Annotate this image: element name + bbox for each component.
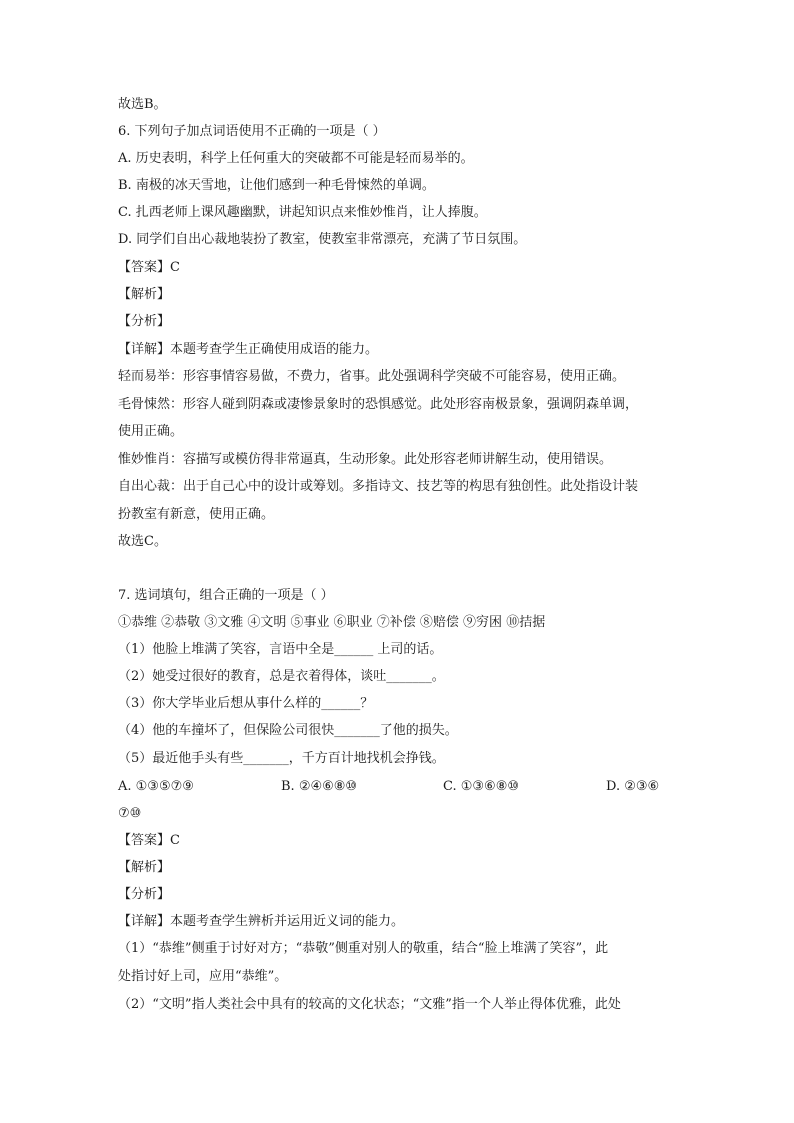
q6-note: 惟妙惟肖：容描写或模仿得非常逼真，生动形象。此处形容老师讲解生动，使用错误。 xyxy=(118,452,613,467)
q7-option-c: C. ①③⑥⑧⑩ xyxy=(443,779,520,794)
q7-sentence: （1）他脸上堆满了笑容，言语中全是______ 上司的话。 xyxy=(118,642,443,657)
q6-analysis-label: 【解析】 xyxy=(118,287,171,302)
q7-option-b: B. ②④⑥⑧⑩ xyxy=(281,779,358,794)
q6-detail: 【详解】本题考查学生正确使用成语的能力。 xyxy=(118,342,379,357)
q7-sentence: （5）最近他手头有些_______，千方百计地找机会挣钱。 xyxy=(118,751,445,766)
q6-option-c: C. 扎西老师上课风趣幽默，讲起知识点来惟妙惟肖，让人捧腹。 xyxy=(118,205,487,220)
q7-fenxi-label: 【分析】 xyxy=(118,887,171,902)
q7-stem: 7. 选词填句，组合正确的一项是（ ） xyxy=(118,588,334,603)
q7-word-list: ①恭维 ②恭敬 ③文雅 ④文明 ⑤事业 ⑥职业 ⑦补偿 ⑧赔偿 ⑨穷困 ⑩拮据 xyxy=(118,615,546,630)
q7-option-a: A. ①③⑤⑦⑨ xyxy=(118,779,194,794)
q7-note: （1）“恭维”侧重于讨好对方；“恭敬”侧重对别人的敬重，结合“脸上堆满了笑容”，此 xyxy=(118,941,609,956)
q6-note: 毛骨悚然：形容人碰到阴森或凄惨景象时的恐惧感觉。此处形容南极景象，强调阴森单调， xyxy=(118,397,639,412)
q7-option-d: D. ②③⑥ xyxy=(606,779,660,794)
q6-conclusion: 故选C。 xyxy=(118,534,167,549)
q7-note: 处指讨好上司，应用“恭维”。 xyxy=(118,969,288,984)
q6-answer: 【答案】C xyxy=(118,260,180,275)
q7-sentence: （4）他的车撞坏了，但保险公司很快_______了他的损失。 xyxy=(118,723,458,738)
q6-fenxi-label: 【分析】 xyxy=(118,314,171,329)
q7-analysis-label: 【解析】 xyxy=(118,860,171,875)
q6-note: 使用正确。 xyxy=(118,424,184,439)
q7-detail: 【详解】本题考查学生辨析并运用近义词的能力。 xyxy=(118,914,405,929)
q7-note: （2）“文明”指人类社会中具有的较高的文化状态；“文雅”指一个人举止得体优雅，此处 xyxy=(118,997,621,1012)
q6-note: 自出心裁：出于自己心中的设计或筹划。多指诗文、技艺等的构思有独创性。此处指设计装 xyxy=(118,479,639,494)
q6-note: 扮教室有新意，使用正确。 xyxy=(118,507,275,522)
q5-conclusion: 故选B。 xyxy=(118,97,167,112)
q7-option-d-wrap: ⑦⑩ xyxy=(118,806,142,821)
q6-stem: 6. 下列句子加点词语使用不正确的一项是（ ） xyxy=(118,124,386,139)
q7-answer: 【答案】C xyxy=(118,833,180,848)
q7-sentence: （2）她受过很好的教育，总是衣着得体，谈吐_______。 xyxy=(118,669,445,684)
q6-option-d: D. 同学们自出心裁地装扮了教室，使教室非常漂亮，充满了节日氛围。 xyxy=(118,232,527,247)
q7-options-row xyxy=(118,778,678,796)
q7-sentence: （3）你大学毕业后想从事什么样的______？ xyxy=(118,696,374,711)
q6-note: 轻而易举：形容事情容易做，不费力，省事。此处强调科学突破不可能容易，使用正确。 xyxy=(118,369,626,384)
q6-option-a: A. 历史表明，科学上任何重大的突破都不可能是轻而易举的。 xyxy=(118,151,474,166)
q6-option-b: B. 南极的冰天雪地，让他们感到一种毛骨悚然的单调。 xyxy=(118,178,435,193)
